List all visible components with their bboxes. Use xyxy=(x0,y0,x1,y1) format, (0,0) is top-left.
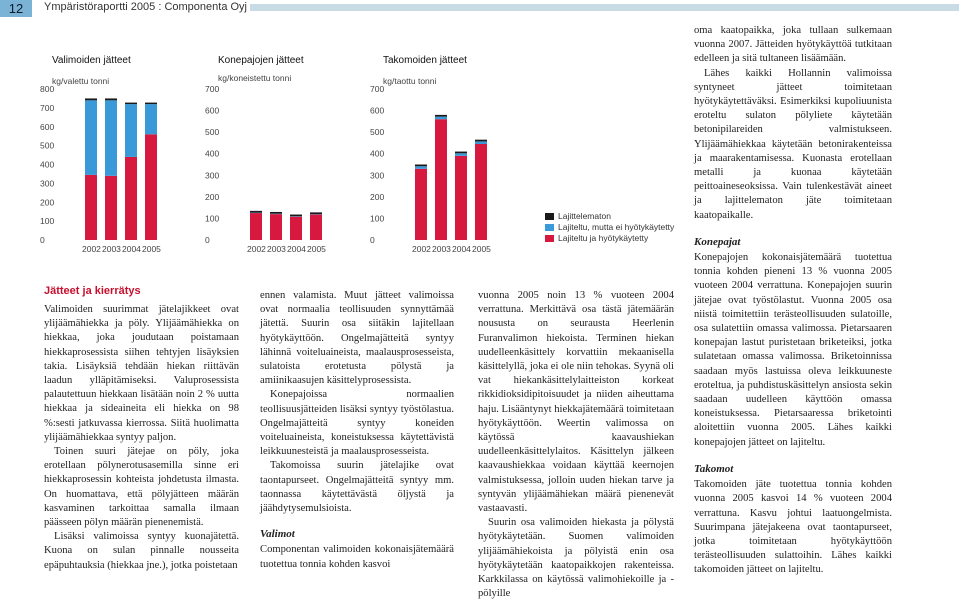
y-tick-label: 0 xyxy=(370,235,375,245)
y-tick-label: 300 xyxy=(40,178,54,188)
y-tick-label: 300 xyxy=(370,170,384,180)
y-tick-label: 800 xyxy=(40,84,54,94)
bar-segment xyxy=(125,103,137,105)
bar-segment xyxy=(125,157,137,240)
bar-segment xyxy=(435,119,447,240)
x-tick-label: 2004 xyxy=(287,244,306,254)
legend-swatch xyxy=(545,213,554,220)
y-tick-label: 100 xyxy=(40,216,54,226)
y-tick-label: 100 xyxy=(370,213,384,223)
bar-segment xyxy=(475,140,487,142)
legend-label: Lajiteltu ja hyötykäytetty xyxy=(558,233,648,243)
legend-label: Lajittelematon xyxy=(558,211,611,221)
bar-segment xyxy=(475,144,487,240)
y-tick-label: 600 xyxy=(205,106,219,116)
x-tick-label: 2003 xyxy=(267,244,286,254)
y-tick-label: 700 xyxy=(370,84,384,94)
bar-segment xyxy=(475,141,487,144)
y-tick-label: 500 xyxy=(205,127,219,137)
bar-segment xyxy=(85,100,97,175)
bar-segment xyxy=(105,176,117,240)
subheading-takomot: Takomot xyxy=(694,462,892,476)
paragraph: Suurin osa valimoiden hiekasta ja pölystä hyötykäytetään. Suomen valimoiden ylijäämähiekoista ja pölyistä enin osa hyötykäytetään kaatopaikkojen rakenteissa. Karkkilassa on käytössä valimohiekoille ja -pölyille xyxy=(478,516,674,601)
y-tick-label: 500 xyxy=(370,127,384,137)
y-tick-label: 600 xyxy=(370,106,384,116)
bar-segment xyxy=(270,212,282,214)
bar-segment xyxy=(85,175,97,240)
y-tick-label: 400 xyxy=(370,149,384,159)
y-tick-label: 200 xyxy=(40,197,54,207)
y-tick-label: 600 xyxy=(40,122,54,132)
y-tick-label: 0 xyxy=(40,235,45,245)
text-column-2 xyxy=(260,289,454,572)
chart-title-konepajat: Konepajojen jätteet xyxy=(218,55,304,66)
chart-konepajat xyxy=(205,80,345,260)
y-tick-label: 0 xyxy=(205,235,210,245)
legend-swatch xyxy=(545,224,554,231)
bar-segment xyxy=(455,153,467,156)
text-column-3 xyxy=(478,289,674,601)
paragraph: Componentan valimoiden kokonaisjätemäärä tuotettua tonnia kohden kasvoi xyxy=(260,543,454,571)
legend-item-not-sorted xyxy=(545,211,674,221)
bar-segment xyxy=(105,100,117,176)
bar-segment xyxy=(290,215,302,217)
bar-segment xyxy=(415,166,427,169)
x-tick-label: 2004 xyxy=(122,244,141,254)
chart-unit-konepajat: kg/koneistettu tonni xyxy=(218,73,291,83)
y-tick-label: 300 xyxy=(205,170,219,180)
bar-segment xyxy=(125,104,137,157)
bar-segment xyxy=(105,98,117,100)
x-tick-label: 2005 xyxy=(472,244,491,254)
running-title: Ympäristöraportti 2005 : Componenta Oyj xyxy=(44,1,247,13)
section-heading: Jätteet ja kierrätys xyxy=(44,285,141,297)
chart-legend xyxy=(545,211,674,243)
bar-segment xyxy=(310,212,322,214)
x-tick-label: 2002 xyxy=(82,244,101,254)
bar-segment xyxy=(290,217,302,240)
paragraph: vuonna 2005 noin 13 % vuoteen 2004 verrattuna. Merkittävä osa tästä jätemäärän noususta on seurausta Heerlenin Furanvalimon hiekoista. Terminen hiekan uudelleenkäsittely korvattiin mekaanisella käsittelyllä, joka ei ole niin tehokas. Syynä oli vat hiekankäsittelylaitteiston korkeat rikkidioksidipitoisuudet ja niiden aiheuttama haju. Lisääntynyt hiekkajätemäärä toimitetaan hyötykäyttöön. Weertin valimossa on käytössä kaavaushiekan uudelleenkäsittelylaitos. Käsittelyn jälkeen kaavaushiekkaa voidaan käyttää keernojen valmistuksessa, jolloin uuden hiekan tarve ja syntyvän ylijäämähiekan määrä pienenevät vastaavasti. xyxy=(478,289,674,516)
subheading-konepajat: Konepajat xyxy=(694,235,892,249)
bar-segment xyxy=(310,215,322,240)
paragraph: Toinen suuri jätejae on pöly, joka erotellaan pölynerotusasemilla sinne eri hiekkaprosessin kohteista johdetusta ilmasta. On huomattava, että pölyjätteen määrän kasvaminen tarkoittaa samalla ilmaan päässeen pölyn määrän pienenemistä. xyxy=(44,445,239,530)
chart-unit-valimot: kg/valettu tonni xyxy=(52,76,109,86)
y-tick-label: 700 xyxy=(205,84,219,94)
bar-segment xyxy=(145,104,157,134)
paragraph: Lähes kaikki Hollannin valimoissa syntyneet jätteet toimitetaan hyötykäytettäväksi. Esimerkiksi kupoliuunista eroteltu sulaton pölyliete käytetään betonipilareiden valmistukseen. Ylijäämähiekkaa käytetään betonirakenteissa ja maarakentamisessa. Kuonasta erotellaan metalli ja kuonaa käytetään peittoaineseoksissa. Vain tulenkestävät aineet ja lajittelematon jäte toimitetaan kaatopaikalle. xyxy=(694,67,892,223)
chart-title-valimot: Valimoiden jätteet xyxy=(52,55,131,66)
paragraph: oma kaatopaikka, joka tullaan sulkemaan vuonna 2007. Jätteiden hyötykäyttöä tutkitaan edelleen ja sitä tultaneen lisäämään. xyxy=(694,24,892,67)
bar-segment xyxy=(415,165,427,167)
chart-title-takomot: Takomoiden jätteet xyxy=(383,55,467,66)
x-tick-label: 2004 xyxy=(452,244,471,254)
paragraph: Konepajojen kokonaisjätemäärä tuotettua tonnia kohden pieneni 13 % vuonna 2005 vuoteen 2004 verrattuna. Konepajojen suurin jätejae ovat työstölastut. Vuonna 2005 osa niistä toimitettiin terästeollisuuden sulatoille, osa sulatettiin omassa valimossa. Pietarsaaren konepajan lastut puristetaan briketeiksi, jotka sulatetaan omassa valimossa. Briketoinnissa saadaan myös lastuissa oleva leikkuuneste eroteltua, ja puhdistuskäsittelyn ansiosta sekin saadaan uudelleen käyttöön omassa koneistuksessa. Pietarsaaressa briketointi aloitettiin vuonna 2005. Lähes kaikki konepajojen jätteet on lajiteltu. xyxy=(694,251,892,450)
chart-valimot xyxy=(40,80,180,260)
x-tick-label: 2002 xyxy=(412,244,431,254)
paragraph: Valimoiden suurimmat jätelajikkeet ovat ylijäämähiekka ja pöly. Ylijäämähiekka on hiekkaa, joka joudutaan poistamaan hiekkaprosessista siihen tehtyjen lisäyksien takia. Lisäyksiä tehdään hiekan riittävän laadun ylläpitämiseksi. Valuprosessista palautettuun hiekkaan lisätään noin 2 % uutta hiekkaa ja sideaineita eli hiekka on 98 %:sesti jatkuvassa kierrossa. Siitä huolimatta ylijäämähiekkaa syntyy paljon. xyxy=(44,303,239,445)
paragraph: Takomoiden jäte tuotettua tonnia kohden vuonna 2005 kasvoi 14 % vuoteen 2004 verrattuna. Kasvu johtui laatuongelmista. Suurimpana jätejakeena ovat taontapurseet, jotka toimitetaan hyötykäyttöön terästeollisuuden sulattoihin. Lähes kaikki takomoiden jätteet on lajiteltu. xyxy=(694,478,892,577)
y-tick-label: 100 xyxy=(205,213,219,223)
bar-segment xyxy=(435,117,447,120)
bar-segment xyxy=(85,98,97,100)
paragraph: ennen valamista. Muut jätteet valimoissa ovat normaalia teollisuuden synnyttämää jätettä. Suurin osa siitäkin lajitellaan hyötykäyttöön. Ongelmajätteitä syntyy lähinnä voiteluaineista, maalausprosesseista, sulatoista erotetusta pölystä ja amiinikaasujen käsittelyprosessista. xyxy=(260,289,454,388)
x-tick-label: 2003 xyxy=(432,244,451,254)
x-tick-label: 2002 xyxy=(247,244,266,254)
chart-unit-takomot: kg/taottu tonni xyxy=(383,76,436,86)
y-tick-label: 200 xyxy=(370,192,384,202)
bar-segment xyxy=(145,134,157,240)
x-tick-label: 2003 xyxy=(102,244,121,254)
bar-segment xyxy=(415,169,427,240)
y-tick-label: 500 xyxy=(40,141,54,151)
legend-label: Lajiteltu, mutta ei hyötykäytetty xyxy=(558,222,674,232)
y-tick-label: 400 xyxy=(40,160,54,170)
y-tick-label: 200 xyxy=(205,192,219,202)
y-tick-label: 400 xyxy=(205,149,219,159)
legend-item-sorted-not-used xyxy=(545,222,674,232)
page-number: 12 xyxy=(0,0,32,17)
legend-item-sorted-used xyxy=(545,233,674,243)
x-tick-label: 2005 xyxy=(142,244,161,254)
bar-segment xyxy=(455,152,467,154)
bar-segment xyxy=(435,115,447,117)
bar-segment xyxy=(145,103,157,105)
text-column-4 xyxy=(694,24,892,578)
y-tick-label: 700 xyxy=(40,103,54,113)
paragraph: Konepajoissa normaalien teollisuusjätteiden lisäksi syntyy työstölastua. Ongelmajätteitä syntyy koneiden voiteluaineista, koneistuksessa käytettävistä leikkuunesteistä ja maalausprosesseista. xyxy=(260,388,454,459)
header-rule xyxy=(250,4,959,11)
bar-segment xyxy=(250,211,262,213)
x-tick-label: 2005 xyxy=(307,244,326,254)
text-column-1 xyxy=(44,303,239,573)
legend-swatch xyxy=(545,235,554,242)
paragraph: Takomoissa suurin jätelajike ovat taontapurseet. Ongelmajätteitä syntyy mm. taonnassa käytettävästä öljystä ja jäähdytysemulsioista. xyxy=(260,459,454,516)
chart-takomot xyxy=(370,80,510,260)
bar-segment xyxy=(455,156,467,240)
bar-segment xyxy=(250,213,262,240)
bar-segment xyxy=(270,214,282,240)
paragraph: Lisäksi valimoissa syntyy kuonajätettä. Kuona on sulan pinnalle nousseita epäpuhtauksia (hiekkaa jne.), jotka poistetaan xyxy=(44,530,239,573)
subheading-valimot: Valimot xyxy=(260,527,454,541)
